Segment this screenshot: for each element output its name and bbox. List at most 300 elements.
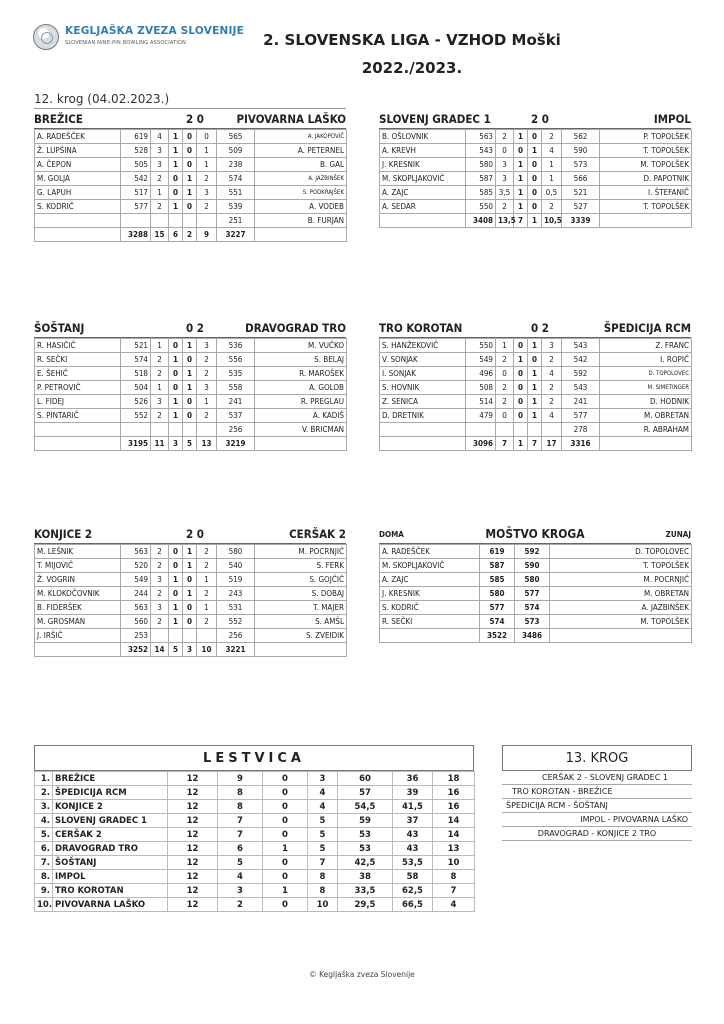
table-row [380, 367, 692, 381]
away-point: 0 [183, 573, 197, 587]
home-player: Ž. LUPŠINA [35, 144, 121, 158]
losses: 4 [308, 786, 338, 800]
away-pins: 592 [562, 367, 600, 381]
away-sets: 2 [197, 615, 217, 629]
total-home-pins: 3288 [121, 228, 151, 242]
home-sets: 3 [151, 144, 169, 158]
away-pins: 243 [217, 587, 255, 601]
away-pins: 573 [562, 158, 600, 172]
home-sets [496, 423, 514, 437]
away-player: S. DOBAJ [255, 587, 347, 601]
away-pins: 521 [562, 186, 600, 200]
away-pins: 519 [217, 573, 255, 587]
home-player [380, 423, 466, 437]
fixture: DRAVOGRAD - KONJICE 2 TRO [502, 827, 692, 841]
home-player: M. GROSMAN [35, 615, 121, 629]
total-away-sets: 17 [542, 437, 562, 451]
league-points: 16 [433, 786, 475, 800]
wins: 2 [218, 898, 263, 912]
away-player: S. AMŠL [255, 615, 347, 629]
home-pins: 585 [466, 186, 496, 200]
away-point: 0 [528, 158, 542, 172]
away-player: S. ZVEIDIK [255, 629, 347, 643]
total-row [380, 629, 692, 643]
match-score: 0 2 [186, 321, 204, 335]
home-sets: 2 [151, 172, 169, 186]
team-name: PIVOVARNA LAŠKO [53, 898, 168, 912]
standings-row [35, 814, 475, 828]
home-pins: 574 [480, 615, 515, 629]
away-player: D. PAPOTNIK [600, 172, 692, 186]
away-player: S. PODKRAJŠEK [255, 186, 347, 200]
away-player: P. TOPOLŠEK [600, 130, 692, 144]
home-player: R. HASIČIČ [35, 339, 121, 353]
away-sets: 1 [197, 395, 217, 409]
home-pins: 587 [480, 559, 515, 573]
home-player: M. GOLJA [35, 172, 121, 186]
home-pins: 520 [121, 559, 151, 573]
fixture: ŠPEDICIJA RCM - ŠOŠTANJ [502, 799, 692, 813]
table-row [35, 172, 347, 186]
points-against: 66,5 [393, 898, 433, 912]
losses: 7 [308, 856, 338, 870]
home-pins: 244 [121, 587, 151, 601]
draws: 0 [263, 870, 308, 884]
points-for: 53 [338, 828, 393, 842]
standings-row [35, 772, 475, 786]
home-point: 0 [514, 367, 528, 381]
table-row [380, 353, 692, 367]
round-team-title: MOŠTVO KROGA [485, 527, 585, 541]
away-sets: 3 [197, 381, 217, 395]
away-player: I. ŠTEFANIČ [600, 186, 692, 200]
home-player: J. KRESNIK [380, 587, 480, 601]
away-sets: 2 [197, 545, 217, 559]
logo-name: KEGLJAŠKA ZVEZA SLOVENIJE [65, 25, 245, 37]
home-sets: 2 [151, 409, 169, 423]
away-pins: 527 [562, 200, 600, 214]
standings-row [35, 842, 475, 856]
home-player: M. KLOKOČOVNIK [35, 587, 121, 601]
position: 5. [35, 828, 53, 842]
standings [34, 745, 474, 912]
table-row [380, 381, 692, 395]
total-home-player [35, 643, 121, 657]
position: 2. [35, 786, 53, 800]
home-point: 0 [169, 381, 183, 395]
home-point: 1 [169, 409, 183, 423]
total-away-point: 3 [183, 643, 197, 657]
home-player: Ž. VOGRIN [35, 573, 121, 587]
team-name: DRAVOGRAD TRO [53, 842, 168, 856]
home-pins: 526 [121, 395, 151, 409]
away-player: A. JAZBINŠEK [255, 172, 347, 186]
home-sets: 2 [151, 615, 169, 629]
home-player: A. RADEŠČEK [380, 545, 480, 559]
table-row [35, 130, 347, 144]
away-sets: 0 [197, 130, 217, 144]
table-row [380, 200, 692, 214]
round-team-table [379, 544, 692, 643]
home-player: A. ČEPON [35, 158, 121, 172]
table-row [35, 353, 347, 367]
away-sets: 3 [197, 186, 217, 200]
home-pins: 577 [121, 200, 151, 214]
total-home-sets: 13,5 [496, 214, 514, 228]
league-points: 4 [433, 898, 475, 912]
away-player: D. TOPOLOVEC [550, 545, 692, 559]
home-sets: 2 [496, 353, 514, 367]
away-point: 1 [528, 339, 542, 353]
home-sets: 0 [496, 144, 514, 158]
wins: 7 [218, 828, 263, 842]
away-sets: 1 [197, 144, 217, 158]
total-away-pins: 3221 [217, 643, 255, 657]
table-row [380, 172, 692, 186]
home-sets: 3 [151, 573, 169, 587]
table-row [35, 573, 347, 587]
away-point: 0 [183, 158, 197, 172]
table-row [35, 339, 347, 353]
match-1 [34, 110, 346, 242]
played: 12 [168, 898, 218, 912]
home-sets: 0 [496, 409, 514, 423]
home-pins: 549 [121, 573, 151, 587]
away-point [528, 423, 542, 437]
home-sets: 1 [151, 381, 169, 395]
away-pins: 509 [217, 144, 255, 158]
away-sets: 2 [197, 172, 217, 186]
away-point [183, 629, 197, 643]
away-player: M. SIMETINGER [600, 381, 692, 395]
league-points: 13 [433, 842, 475, 856]
home-pins: 505 [121, 158, 151, 172]
away-team: CERŠAK 2 [289, 527, 346, 541]
away-sets: 4 [542, 144, 562, 158]
total-row [35, 228, 347, 242]
total-away-sets: 13 [197, 437, 217, 451]
away-point: 1 [528, 144, 542, 158]
points-for: 54,5 [338, 800, 393, 814]
position: 7. [35, 856, 53, 870]
away-pins: 580 [515, 573, 550, 587]
away-point: 0 [183, 353, 197, 367]
home-pins: 580 [466, 158, 496, 172]
table-row [380, 158, 692, 172]
match-3 [34, 319, 346, 451]
away-player: M. POCRNJIČ [550, 573, 692, 587]
home-player: A. ZAJC [380, 573, 480, 587]
position: 6. [35, 842, 53, 856]
team-name: CERŠAK 2 [53, 828, 168, 842]
home-player: Z. SENICA [380, 395, 466, 409]
total-home-pins: 3195 [121, 437, 151, 451]
team-name: SLOVENJ GRADEC 1 [53, 814, 168, 828]
away-team: ŠPEDICIJA RCM [603, 321, 691, 335]
home-sets: 2 [151, 353, 169, 367]
away-pins: 536 [217, 339, 255, 353]
played: 12 [168, 772, 218, 786]
away-player: M. TOPOLŠEK [600, 158, 692, 172]
home-sets [151, 423, 169, 437]
table-row [380, 144, 692, 158]
away-team: DRAVOGRAD TRO [245, 321, 346, 335]
away-sets: 2 [542, 353, 562, 367]
away-sets: 1 [197, 573, 217, 587]
fixture: IMPOL - PIVOVARNA LAŠKO [502, 813, 692, 827]
home-player: A. KREVH [380, 144, 466, 158]
standings-row [35, 870, 475, 884]
home-sets: 1 [151, 339, 169, 353]
away-sets [197, 214, 217, 228]
home-pins: 550 [466, 200, 496, 214]
doma-label: DOMA [379, 530, 404, 539]
away-point [183, 214, 197, 228]
home-sets: 3 [151, 158, 169, 172]
home-point [169, 423, 183, 437]
home-player: R. SEČKI [380, 615, 480, 629]
table-row [35, 423, 347, 437]
home-sets [151, 629, 169, 643]
away-point: 1 [183, 559, 197, 573]
home-point: 1 [169, 144, 183, 158]
home-point: 0 [514, 339, 528, 353]
home-sets: 3 [496, 172, 514, 186]
home-sets: 3 [151, 601, 169, 615]
home-player: I. SONJAK [380, 367, 466, 381]
table-row [35, 629, 347, 643]
wins: 6 [218, 842, 263, 856]
away-player: D. TOPOLOVEC [600, 367, 692, 381]
home-player: E. ŠEHIČ [35, 367, 121, 381]
total-away-pins: 3316 [562, 437, 600, 451]
home-sets: 2 [151, 587, 169, 601]
match-table [34, 338, 347, 451]
team-name: IMPOL [53, 870, 168, 884]
total-home-sets: 15 [151, 228, 169, 242]
away-team: PIVOVARNA LAŠKO [236, 112, 346, 126]
away-sets: 2 [197, 409, 217, 423]
away-pins: 592 [515, 545, 550, 559]
home-sets: 2 [496, 395, 514, 409]
home-point: 1 [169, 200, 183, 214]
position: 1. [35, 772, 53, 786]
total-away-pins: 3227 [217, 228, 255, 242]
losses: 5 [308, 814, 338, 828]
home-pins: 587 [466, 172, 496, 186]
table-row [35, 409, 347, 423]
total-home-sets: 11 [151, 437, 169, 451]
draws: 0 [263, 786, 308, 800]
table-row [380, 559, 692, 573]
home-player [35, 214, 121, 228]
home-sets: 2 [496, 130, 514, 144]
match-header [34, 319, 346, 338]
home-pins: 552 [121, 409, 151, 423]
team-name: ŠOŠTANJ [53, 856, 168, 870]
table-row [380, 545, 692, 559]
away-player: T. TOPOLŠEK [550, 559, 692, 573]
away-sets: 1 [542, 158, 562, 172]
home-player: S. PINTARIČ [35, 409, 121, 423]
total-home-player [380, 629, 480, 643]
zunaj-label: ZUNAJ [665, 530, 691, 539]
wins: 8 [218, 786, 263, 800]
table-row [380, 186, 692, 200]
away-sets: 2 [197, 559, 217, 573]
home-point: 1 [169, 158, 183, 172]
points-against: 36 [393, 772, 433, 786]
logo-subtitle: SLOVENIAN NINE-PIN BOWLING ASSOCIATION [65, 40, 187, 46]
home-sets: 3 [496, 158, 514, 172]
fixture: CERŠAK 2 - SLOVENJ GRADEC 1 [502, 771, 692, 785]
match-2 [379, 110, 691, 228]
away-player: A. JAKOPOVIČ [255, 130, 347, 144]
home-point: 0 [169, 587, 183, 601]
home-pins: 479 [466, 409, 496, 423]
wins: 3 [218, 884, 263, 898]
home-point: 0 [514, 381, 528, 395]
away-pins: 556 [217, 353, 255, 367]
home-pins [121, 214, 151, 228]
home-pins: 580 [480, 587, 515, 601]
away-pins: 540 [217, 559, 255, 573]
home-pins: 504 [121, 381, 151, 395]
home-player: L. FIDEJ [35, 395, 121, 409]
away-point: 0 [528, 172, 542, 186]
home-pins: 619 [121, 130, 151, 144]
table-row [35, 601, 347, 615]
away-sets [197, 629, 217, 643]
position: 8. [35, 870, 53, 884]
home-point: 1 [514, 353, 528, 367]
away-point: 1 [183, 545, 197, 559]
points-against: 43 [393, 842, 433, 856]
home-sets: 2 [151, 559, 169, 573]
home-team: BREŽICE [34, 112, 83, 126]
away-pins: 278 [562, 423, 600, 437]
away-sets: 2 [542, 381, 562, 395]
away-pins: 543 [562, 381, 600, 395]
total-row [35, 437, 347, 451]
home-pins: 517 [121, 186, 151, 200]
home-player: V. SONJAK [380, 353, 466, 367]
away-pins: 241 [562, 395, 600, 409]
home-player: S. HANŽEKOVIČ [380, 339, 466, 353]
home-point: 0 [169, 339, 183, 353]
home-pins [121, 423, 151, 437]
match-5 [34, 525, 346, 657]
home-point: 1 [169, 130, 183, 144]
match-table [379, 338, 692, 451]
points-against: 41,5 [393, 800, 433, 814]
home-point: 0 [169, 172, 183, 186]
away-player: R. PREGLAU [255, 395, 347, 409]
home-point: 0 [514, 409, 528, 423]
home-player: B. OŠLOVNIK [380, 130, 466, 144]
points-for: 59 [338, 814, 393, 828]
total-away-point: 5 [183, 437, 197, 451]
home-point: 1 [169, 615, 183, 629]
total-home-player [380, 437, 466, 451]
played: 12 [168, 814, 218, 828]
home-team: KONJICE 2 [34, 527, 93, 541]
away-sets: 2 [197, 367, 217, 381]
away-team: IMPOL [653, 112, 691, 126]
away-pins: 562 [562, 130, 600, 144]
away-pins: 552 [217, 615, 255, 629]
home-point: 1 [169, 353, 183, 367]
total-home-point: 3 [169, 437, 183, 451]
total-away-sets: 10 [197, 643, 217, 657]
draws: 0 [263, 772, 308, 786]
standings-row [35, 828, 475, 842]
total-away-point: 1 [528, 214, 542, 228]
draws: 1 [263, 842, 308, 856]
home-point: 1 [169, 573, 183, 587]
match-table [34, 544, 347, 657]
table-row [35, 186, 347, 200]
away-point: 0 [528, 130, 542, 144]
points-against: 53,5 [393, 856, 433, 870]
home-player: M. SKOPLJAKOVIČ [380, 559, 480, 573]
home-pins: 528 [121, 144, 151, 158]
table-row [380, 409, 692, 423]
away-player: A. PETERNEL [255, 144, 347, 158]
away-sets: 1 [197, 158, 217, 172]
away-point: 0 [183, 395, 197, 409]
match-header [379, 319, 691, 338]
home-pins: 563 [121, 601, 151, 615]
away-pins: 539 [217, 200, 255, 214]
divider [34, 108, 346, 109]
away-player: S. GOJČIČ [255, 573, 347, 587]
wins: 8 [218, 800, 263, 814]
away-pins: 590 [562, 144, 600, 158]
home-player: T. MIJOVIČ [35, 559, 121, 573]
table-row [380, 423, 692, 437]
losses: 8 [308, 870, 338, 884]
home-point [169, 214, 183, 228]
away-pins: 537 [217, 409, 255, 423]
away-sets: 1 [197, 601, 217, 615]
losses: 4 [308, 800, 338, 814]
away-point: 0 [183, 144, 197, 158]
home-pins: 574 [121, 353, 151, 367]
away-point: 0 [528, 353, 542, 367]
total-home-player [35, 228, 121, 242]
round-team [379, 525, 691, 643]
table-row [35, 367, 347, 381]
total-row [380, 214, 692, 228]
away-sets: 0,5 [542, 186, 562, 200]
total-away-sets: 9 [197, 228, 217, 242]
match-header [379, 110, 691, 129]
total-away-pins: 3219 [217, 437, 255, 451]
away-pins: 535 [217, 367, 255, 381]
points-for: 42,5 [338, 856, 393, 870]
away-player: T. TOPOLŠEK [600, 200, 692, 214]
position: 4. [35, 814, 53, 828]
table-row [380, 395, 692, 409]
away-player: M. OBRETAN [550, 587, 692, 601]
home-player: D. DRETNIK [380, 409, 466, 423]
home-pins: 253 [121, 629, 151, 643]
team-name: BREŽICE [53, 772, 168, 786]
team-name: ŠPEDICIJA RCM [53, 786, 168, 800]
position: 10. [35, 898, 53, 912]
away-pins: 238 [217, 158, 255, 172]
